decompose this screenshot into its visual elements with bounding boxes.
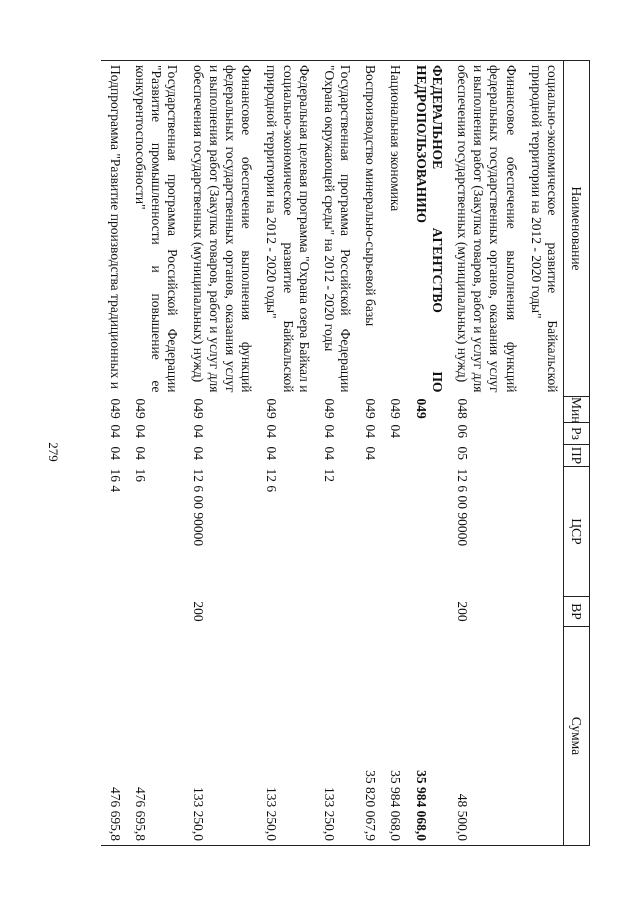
- cell-vr: [101, 597, 126, 627]
- cell-sum: 476 695,8: [126, 627, 184, 846]
- cell-vr: 200: [190, 601, 206, 622]
- cell-rz: 04: [321, 424, 337, 438]
- cell-csr: [407, 467, 448, 597]
- cell-vr: [315, 597, 356, 627]
- cell-sum: 35 984 068,0: [407, 627, 448, 846]
- table-row: [381, 61, 406, 846]
- cell-min: 049: [264, 398, 280, 419]
- cell-pr: [522, 445, 564, 467]
- cell-name: Государственная программа Российской Федерации "Охрана окружающей среды" на 2012 - 2020 годы: [315, 61, 356, 397]
- cell-pr: [381, 445, 406, 467]
- cell-pr: 04: [264, 446, 280, 460]
- cell-csr: 12 6: [264, 468, 280, 493]
- cell-name: Федеральная целевая программа "Охрана озера Байкал и социально-экономическое развитие Байкальской природной территории на 2012 - 2020 годы": [257, 61, 315, 397]
- header-rz: Рз: [564, 423, 590, 445]
- cell-min: 049: [413, 398, 429, 419]
- table-row: [522, 61, 564, 846]
- cell-name: Подпрограмма "Развитие производства традиционных и: [101, 61, 126, 397]
- cell-pr: [407, 445, 448, 467]
- cell-name: Воспроизводство минерально-сырьевой базы: [356, 61, 381, 397]
- cell-sum: 476 695,8: [101, 627, 126, 846]
- cell-rz: 04: [190, 424, 206, 438]
- cell-rz: 06: [455, 424, 471, 438]
- cell-vr: [381, 597, 406, 627]
- header-sum: Сумма: [564, 627, 590, 846]
- cell-min: 049: [133, 398, 149, 419]
- cell-sum: 48 500,0: [448, 627, 522, 846]
- cell-pr: 05: [455, 446, 471, 460]
- cell-csr: 16: [133, 468, 149, 482]
- header-pr: ПР: [564, 445, 590, 467]
- cell-min: 049: [107, 398, 123, 419]
- cell-name: Финансовое обеспечение выполнения функций федеральных государственных органов, оказания услуг и выполнения работ (Закупка товаров, работ и услуг для обеспечения государственных (муниципальных) нужд): [448, 61, 522, 397]
- table-row: [448, 61, 522, 846]
- cell-csr: 16 4: [107, 468, 123, 493]
- table-row: [101, 61, 126, 846]
- budget-table: [101, 60, 590, 846]
- cell-name: социально-экономическое развитие Байкальской природной территории на 2012 - 2020 годы": [522, 61, 564, 397]
- header-min: Мин: [564, 397, 590, 423]
- cell-vr: [126, 597, 184, 627]
- page-number: 279: [46, 442, 61, 462]
- table-row: [315, 61, 356, 846]
- header-vr: ВР: [564, 597, 590, 627]
- cell-min: 049: [363, 398, 379, 419]
- cell-vr: [257, 597, 315, 627]
- cell-min: 049: [190, 398, 206, 419]
- cell-rz: 04: [107, 424, 123, 438]
- cell-min: 049: [321, 398, 337, 419]
- cell-rz: 04: [264, 424, 280, 438]
- table-header-row: [564, 61, 590, 846]
- cell-sum: 133 250,0: [183, 627, 257, 846]
- cell-min: [522, 397, 564, 423]
- cell-sum: 35 820 067,9: [356, 627, 381, 846]
- cell-csr: 12 6 00 90000: [455, 468, 471, 547]
- cell-pr: 04: [363, 446, 379, 460]
- cell-rz: 04: [133, 424, 149, 438]
- cell-rz: 04: [388, 424, 404, 438]
- table-row: [407, 61, 448, 846]
- table-row: [257, 61, 315, 846]
- cell-rz: [522, 423, 564, 445]
- cell-name: ФЕДЕРАЛЬНОЕ АГЕНТСТВО ПО НЕДРОПОЛЬЗОВАНИЮ: [407, 61, 448, 397]
- cell-min: 049: [388, 398, 404, 419]
- cell-rz: [407, 423, 448, 445]
- table-row: [183, 61, 257, 846]
- cell-sum: [522, 627, 564, 846]
- budget-table-sheet: [75, 60, 590, 845]
- cell-vr: 200: [455, 601, 471, 622]
- table-row: [126, 61, 184, 846]
- cell-vr: [356, 597, 381, 627]
- cell-name: Национальная экономика: [381, 61, 406, 397]
- cell-csr: 12: [321, 468, 337, 482]
- cell-pr: 04: [107, 446, 123, 460]
- table-row: [356, 61, 381, 846]
- header-name: Наименование: [564, 61, 590, 397]
- cell-pr: 04: [190, 446, 206, 460]
- cell-sum: 133 250,0: [315, 627, 356, 846]
- table-body: [101, 61, 564, 846]
- cell-sum: 35 984 068,0: [381, 627, 406, 846]
- cell-csr: [381, 467, 406, 597]
- cell-pr: 04: [133, 446, 149, 460]
- cell-sum: 133 250,0: [257, 627, 315, 846]
- cell-pr: 04: [321, 446, 337, 460]
- cell-csr: [522, 467, 564, 597]
- cell-vr: [522, 597, 564, 627]
- cell-name: Государственная программа Российской Федерации "Развитие промышленности и повышение ее конкурентоспособности": [126, 61, 184, 397]
- cell-vr: [407, 597, 448, 627]
- cell-rz: 04: [363, 424, 379, 438]
- cell-csr: [356, 467, 381, 597]
- header-csr: ЦСР: [564, 467, 590, 597]
- cell-csr: 12 6 00 90000: [190, 468, 206, 547]
- cell-name: Финансовое обеспечение выполнения функций федеральных государственных органов, оказания услуг и выполнения работ (Закупка товаров, работ и услуг для обеспечения государственных (муниципальных) нужд): [183, 61, 257, 397]
- cell-min: 048: [455, 398, 471, 419]
